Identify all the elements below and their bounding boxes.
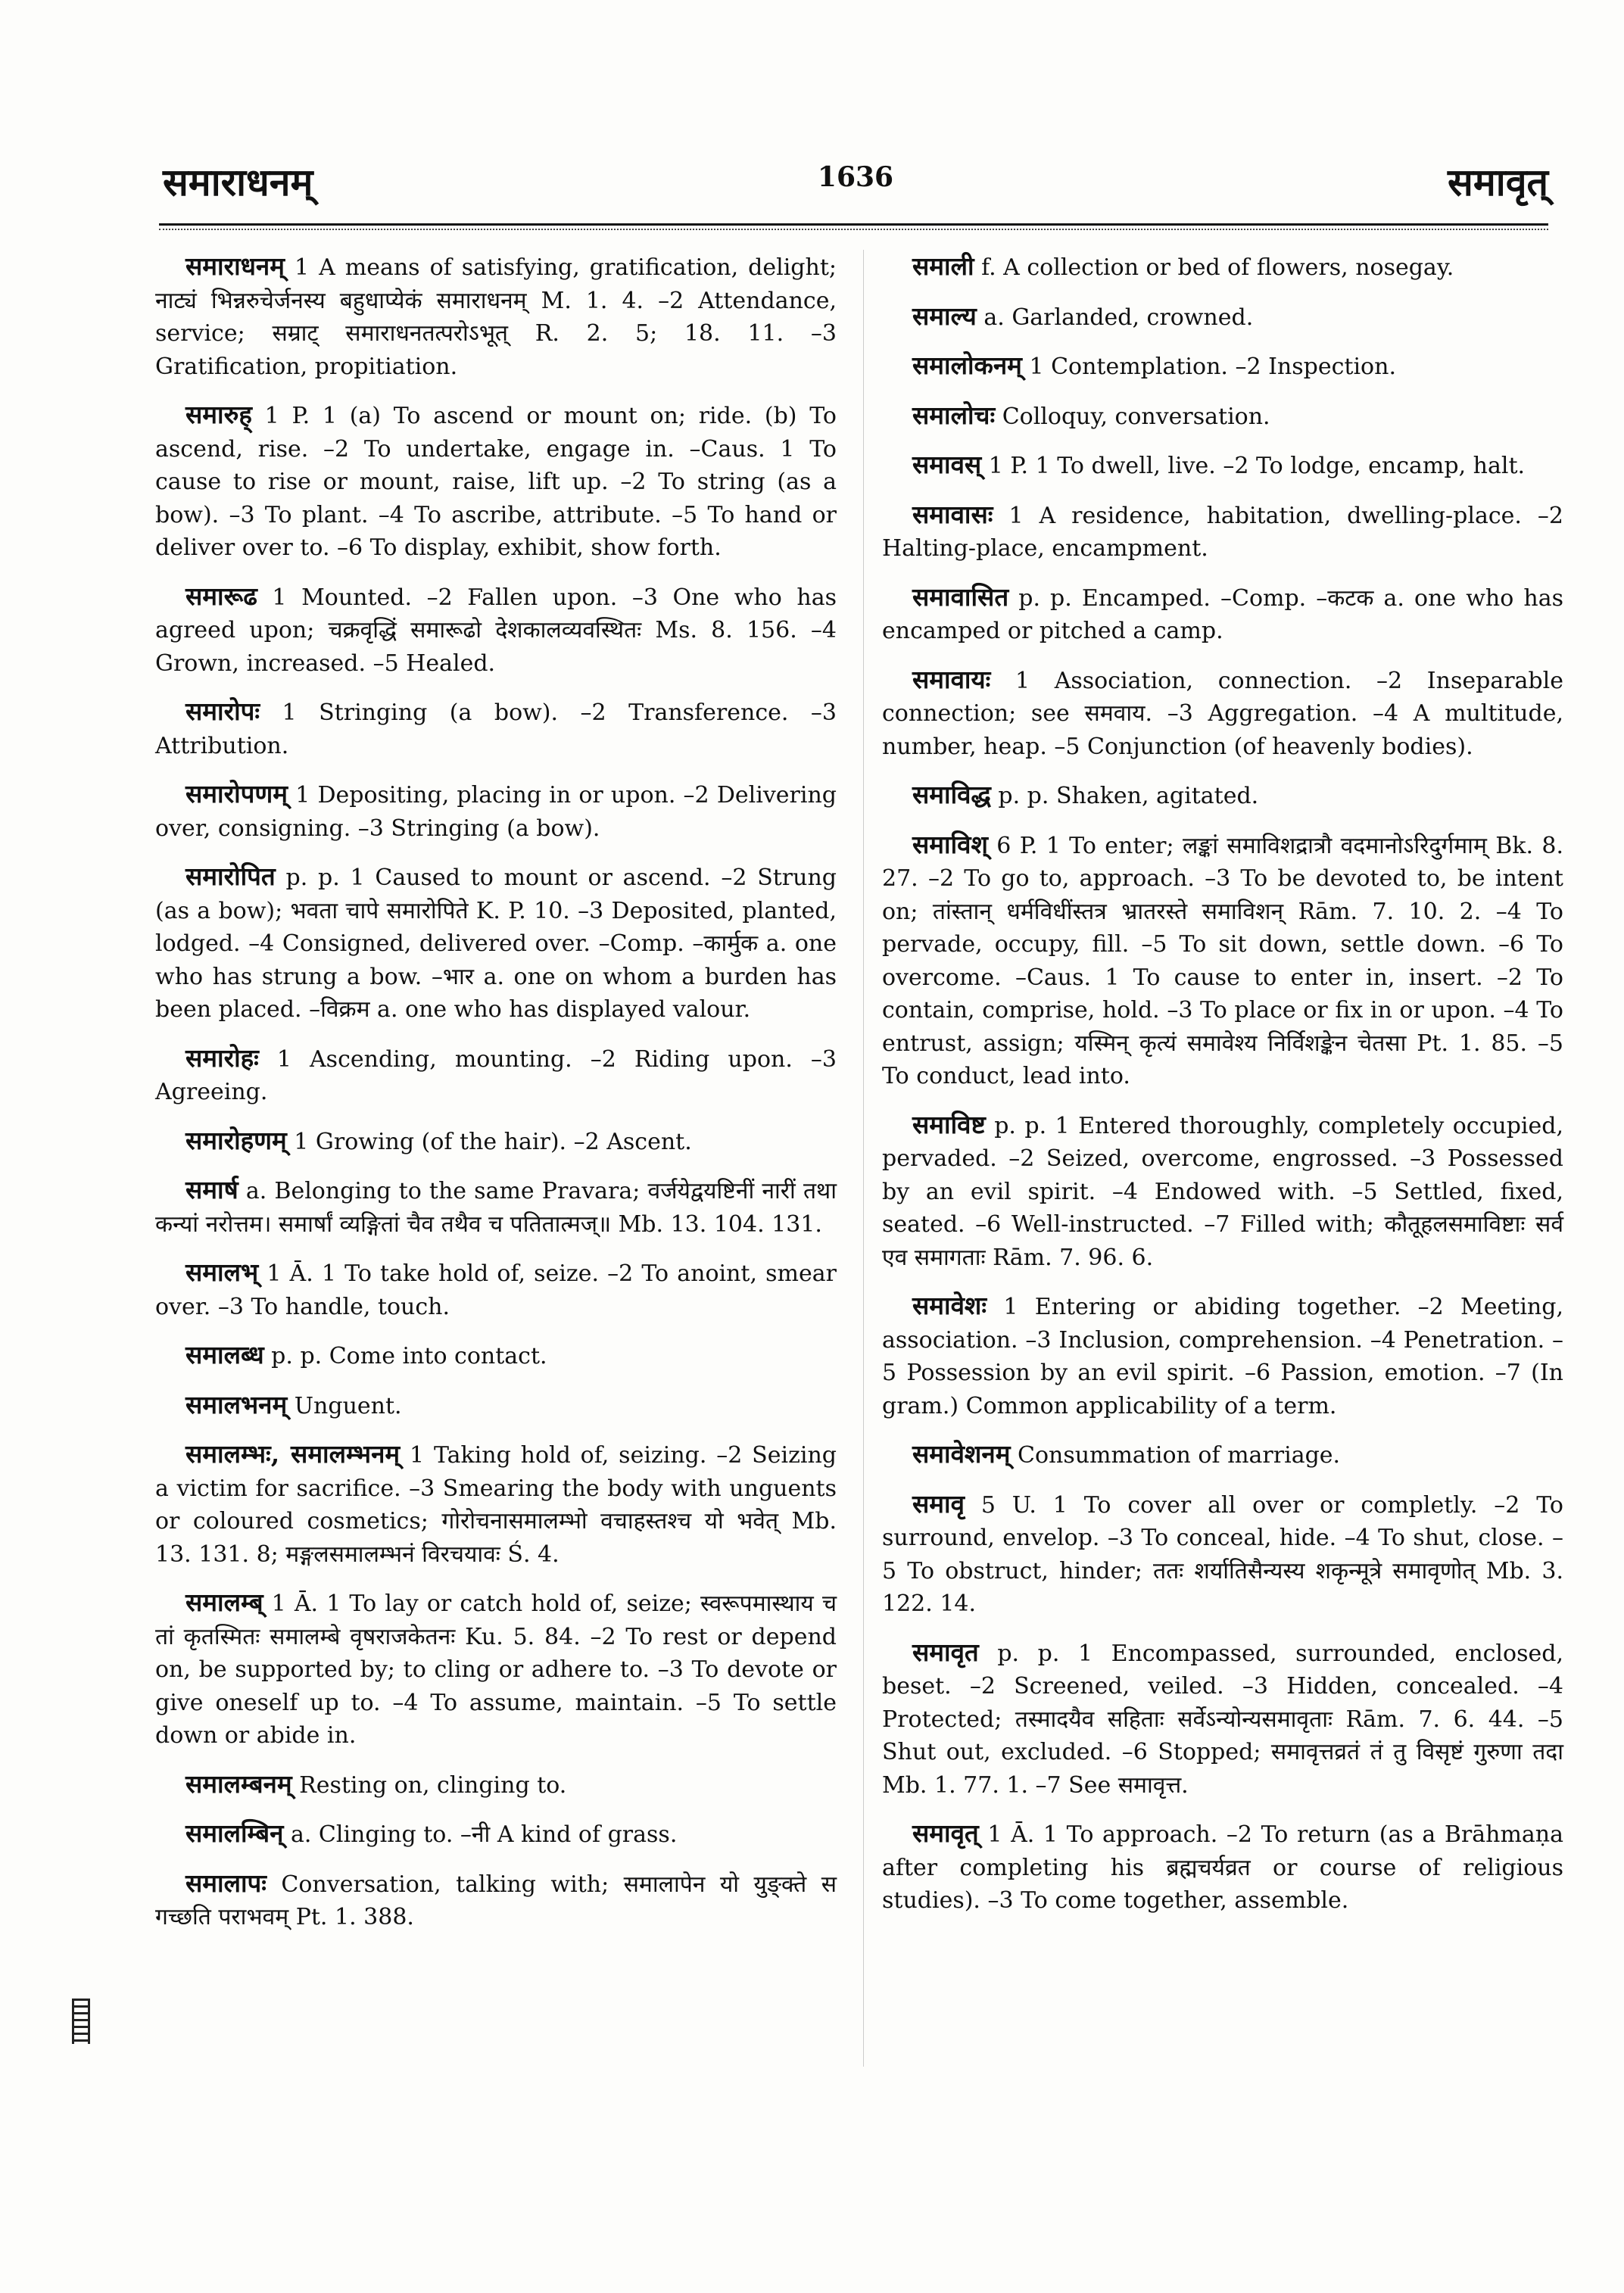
entry-definition: 1 Depositing, placing in or upon. –2 Delivering over, consigning. –3 Stringing (a bow). xyxy=(155,782,837,842)
dictionary-entry xyxy=(155,1817,837,1852)
entry-definition: Resting on, clinging to. xyxy=(299,1771,567,1799)
entry-definition: Conversation, talking with; समालापेन यो युङ्क्ते स गच्छति पराभवम् Pt. 1. 388. xyxy=(155,1871,837,1930)
dictionary-entry xyxy=(882,778,1563,813)
entry-definition: a. Clinging to. –नी A kind of grass. xyxy=(290,1821,678,1848)
dictionary-entry xyxy=(155,580,837,681)
entry-definition: 5 U. 1 To cover all over or completly. –2 To surround, envelop. –3 To conceal, hide. –4 To shut, close. –5 To obstruct, hinder; ततः शर्यातिसैन्यस्य शकृन्मूत्रे समावृणोत् Mb. 3. 122. 14. xyxy=(882,1491,1563,1617)
entry-definition: 1 Ā. 1 To take hold of, seize. –2 To anoint, smear over. –3 To handle, touch. xyxy=(155,1260,837,1320)
entry-headword: समारोपः xyxy=(185,696,260,726)
entry-headword: समावृत xyxy=(912,1637,979,1667)
dictionary-entry xyxy=(882,399,1563,434)
entry-headword: समावायः xyxy=(912,664,991,694)
header-rule xyxy=(159,223,1548,230)
entry-headword: समारोहः xyxy=(185,1042,259,1073)
entry-headword: समावेशनम् xyxy=(912,1439,1011,1469)
dictionary-entry xyxy=(882,1438,1563,1472)
entry-headword: समावृ xyxy=(912,1488,965,1519)
right-column xyxy=(882,250,1563,1933)
entry-headword: समालम्भः, समालम्भनम् xyxy=(185,1439,401,1469)
dictionary-entry xyxy=(155,1438,837,1571)
entry-headword: समालम्बनम् xyxy=(185,1768,292,1799)
dictionary-entry xyxy=(882,828,1563,1093)
right-guide-word: समावृत् xyxy=(1448,160,1548,204)
entry-definition: a. Garlanded, crowned. xyxy=(983,304,1254,331)
entry-definition: Colloquy, conversation. xyxy=(1002,403,1270,430)
dictionary-entry xyxy=(155,250,837,383)
entry-definition: 1 Ā. 1 To lay or catch hold of, seize; स्वरूपमास्थाय च तां कृतस्मितः समालम्बे वृषराजकेतनः Ku. 5. 84. –2 To rest or depend on, be supported by; to cling or adhere to. –3 To devote or give oneself up to. –4 To assume, maintain. –5 To settle down or abide in. xyxy=(155,1590,837,1749)
dictionary-entry xyxy=(155,777,837,845)
left-column xyxy=(155,250,837,1949)
dictionary-entry xyxy=(882,250,1563,285)
page-header xyxy=(163,155,1548,216)
dictionary-entry xyxy=(882,663,1563,764)
entry-headword: समाली xyxy=(912,251,974,281)
entry-definition: a. Belonging to the same Pravara; वर्जयेद्वयष्टिनीं नारीं तथा कन्यां नरोत्तम। समार्षां व्यङ्गितां चैव तथैव च पतितात्मज्॥ Mb. 13. 104. 131. xyxy=(155,1178,837,1238)
entry-definition: 1 Association, connection. –2 Inseparable connection; see समवाय. –3 Aggregation. –4 A multitude, number, heap. –5 Conjunction (of heavenly bodies). xyxy=(882,667,1563,760)
entry-headword: समावृत् xyxy=(912,1818,979,1848)
dictionary-entry xyxy=(882,1636,1563,1802)
entry-headword: समाविश् xyxy=(912,829,988,859)
entry-headword: समालभ् xyxy=(185,1257,259,1287)
entry-headword: समावस् xyxy=(912,450,982,479)
dictionary-entry xyxy=(155,1768,837,1802)
dictionary-entry xyxy=(155,1173,837,1241)
dictionary-entry xyxy=(155,1388,837,1423)
entry-definition: p. p. 1 Entered thoroughly, completely occupied, pervaded. –2 Seized, overcome, engrossed. –3 Possessed by an evil spirit. –4 Endowed with. –5 Settled, fixed, seated. –6 Well-instructed. –7 Filled with; कौतूहलसमाविष्टाः सर्व एव समागताः Rām. 7. 96. 6. xyxy=(882,1112,1563,1271)
dictionary-entry xyxy=(155,695,837,762)
column-divider xyxy=(863,250,864,2067)
dictionary-entry xyxy=(155,1042,837,1109)
dictionary-entry xyxy=(882,1488,1563,1621)
dictionary-entry xyxy=(155,860,837,1027)
entry-definition: 1 Taking hold of, seizing. –2 Seizing a victim for sacrifice. –3 Smearing the body with unguents or coloured cosmetics; गोरोचनासमालम्भो वचाहस्तश्च यो भवेत् Mb. 13. 131. 8; मङ्गलसमालम्भनं विरचयावः Ś. 4. xyxy=(155,1442,837,1568)
entry-definition: 1 Growing (of the hair). –2 Ascent. xyxy=(294,1128,692,1155)
entry-headword: समालभनम् xyxy=(185,1389,288,1419)
entry-definition: p. p. Encamped. –Comp. –कटक a. one who has encamped or pitched a camp. xyxy=(882,584,1563,644)
entry-headword: समारुह् xyxy=(185,400,252,429)
entry-headword: समावेशः xyxy=(912,1291,987,1320)
entry-headword: समाल्य xyxy=(912,301,977,331)
entry-definition: p. p. 1 Caused to mount or ascend. –2 Strung (as a bow); भवता चापे समारोपिते K. P. 10. –3 Deposited, planted, lodged. –4 Consigned, delivered over. –Comp. –कार्मुक a. one who has strung a bow. –भार a. one on whom a burden has been placed. –विक्रम a. one who has displayed valour. xyxy=(155,865,837,1023)
entry-headword: समारोपित xyxy=(185,861,276,891)
entry-definition: 1 Entering or abiding together. –2 Meeting, association. –3 Inclusion, comprehension. –4 Penetration. –5 Possession by an evil spirit. –6 Passion, emotion. –7 (In gram.) Common applicability of a term. xyxy=(882,1294,1563,1419)
dictionary-entry xyxy=(155,398,837,565)
entry-definition: 1 Mounted. –2 Fallen upon. –3 One who has agreed upon; चक्रवृद्धिं समारूढो देशकालव्यवस्थितः Ms. 8. 156. –4 Grown, increased. –5 Healed. xyxy=(155,584,837,677)
entry-definition: f. A collection or bed of flowers, nosegay. xyxy=(981,254,1454,281)
entry-headword: समाराधनम् xyxy=(185,251,285,281)
entry-definition: p. p. 1 Encompassed, surrounded, enclosed, beset. –2 Screened, veiled. –3 Hidden, concealed. –4 Protected; तस्मादयैव सहिताः सर्वेऽन्योन्यसमावृताः Rām. 7. 6. 44. –5 Shut out, excluded. –6 Stopped; समावृत्तव्रतं तं तु विसृष्टं गुरुणा तदा Mb. 1. 77. 1. –7 See समावृत्त. xyxy=(882,1640,1563,1799)
entry-definition: Consummation of marriage. xyxy=(1017,1442,1341,1469)
page-number: 1636 xyxy=(817,161,894,193)
entry-headword: समारोहणम् xyxy=(185,1125,287,1155)
dictionary-entry xyxy=(155,1256,837,1323)
entry-headword: समारूढ xyxy=(185,581,257,611)
dictionary-entry xyxy=(882,1108,1563,1275)
entry-definition: p. p. Shaken, agitated. xyxy=(998,783,1259,809)
entry-headword: समावासित xyxy=(912,581,1009,612)
dictionary-entry xyxy=(882,1289,1563,1422)
margin-scale-mark xyxy=(72,1999,90,2044)
dictionary-entry xyxy=(882,448,1563,483)
entry-definition: 1 Ā. 1 To approach. –2 To return (as a Brāhmaṇa after completing his ब्रह्मचर्यव्रत or course of religious studies). –3 To come together, assemble. xyxy=(882,1821,1564,1914)
entry-definition: 1 Ascending, mounting. –2 Riding upon. –3 Agreeing. xyxy=(155,1045,837,1105)
entry-headword: समाविष्ट xyxy=(912,1109,986,1139)
entry-headword: समालापः xyxy=(185,1868,267,1898)
entry-definition: 1 Stringing (a bow). –2 Transference. –3 Attribution. xyxy=(155,699,837,759)
dictionary-entry xyxy=(155,1586,837,1752)
entry-definition: Unguent. xyxy=(294,1392,402,1419)
dictionary-entry xyxy=(155,1124,837,1159)
entry-headword: समावासः xyxy=(912,499,993,529)
entry-headword: समालम्ब् xyxy=(185,1587,263,1617)
entry-definition: 6 P. 1 To enter; लङ्कां समाविशद्रात्रौ वदमानोऽरिदुर्गमाम् Bk. 8. 27. –2 To go to, approach. –3 To be devoted to, be intent on; तांस्तान् धर्मविधींस्तत्र भ्रातरस्ते समाविशन् Rām. 7. 10. 2. –4 To pervade, occupy, fill. –5 To sit down, settle down. –6 To overcome. –Caus. 1 To cause to enter in, insert. –2 To contain, comprise, hold. –3 To place or fix in or upon. –4 To entrust, assign; यस्मिन् कृत्यं समावेश्य निर्विशङ्केन चेतसा Pt. 1. 85. –5 To conduct, lead into. xyxy=(882,832,1563,1089)
dictionary-entry xyxy=(882,349,1563,384)
entry-definition: 1 P. 1 (a) To ascend or mount on; ride. (b) To ascend, rise. –2 To undertake, engage in. –Caus. 1 To cause to rise or mount, raise, lift up. –2 To string (as a bow). –3 To plant. –4 To ascribe, attribute. –5 To hand or deliver over to. –6 To display, exhibit, show forth. xyxy=(155,403,837,561)
dictionary-entry xyxy=(882,581,1563,648)
entry-headword: समार्ष xyxy=(185,1175,238,1204)
left-guide-word: समाराधनम् xyxy=(163,160,313,204)
entry-headword: समालोकनम् xyxy=(912,350,1022,380)
entry-headword: समालब्ध xyxy=(185,1340,264,1369)
dictionary-entry xyxy=(155,1867,837,1934)
entry-definition: 1 A residence, habitation, dwelling-place. –2 Halting-place, encampment. xyxy=(882,502,1563,562)
entry-headword: समारोपणम् xyxy=(185,779,288,808)
entry-headword: समालम्बिन् xyxy=(185,1818,284,1848)
entry-definition: p. p. Come into contact. xyxy=(271,1343,547,1369)
entry-definition: 1 Contemplation. –2 Inspection. xyxy=(1029,354,1396,380)
entry-definition: 1 A means of satisfying, gratification, delight; नाट्यं भिन्नरुचेर्जनस्य बहुधाप्येकं समाराधनम् M. 1. 4. –2 Attendance, service; सम्राट् समाराधनतत्परोऽभूत् R. 2. 5; 18. 11. –3 Gratification, propitiation. xyxy=(155,254,837,380)
dictionary-entry xyxy=(155,1338,837,1373)
dictionary-entry xyxy=(882,1817,1563,1918)
dictionary-entry xyxy=(882,300,1563,335)
entry-headword: समाविद्ध xyxy=(912,780,991,809)
entry-definition: 1 P. 1 To dwell, live. –2 To lodge, encamp, halt. xyxy=(988,453,1526,479)
dictionary-entry xyxy=(882,498,1563,565)
entry-headword: समालोचः xyxy=(912,400,996,430)
